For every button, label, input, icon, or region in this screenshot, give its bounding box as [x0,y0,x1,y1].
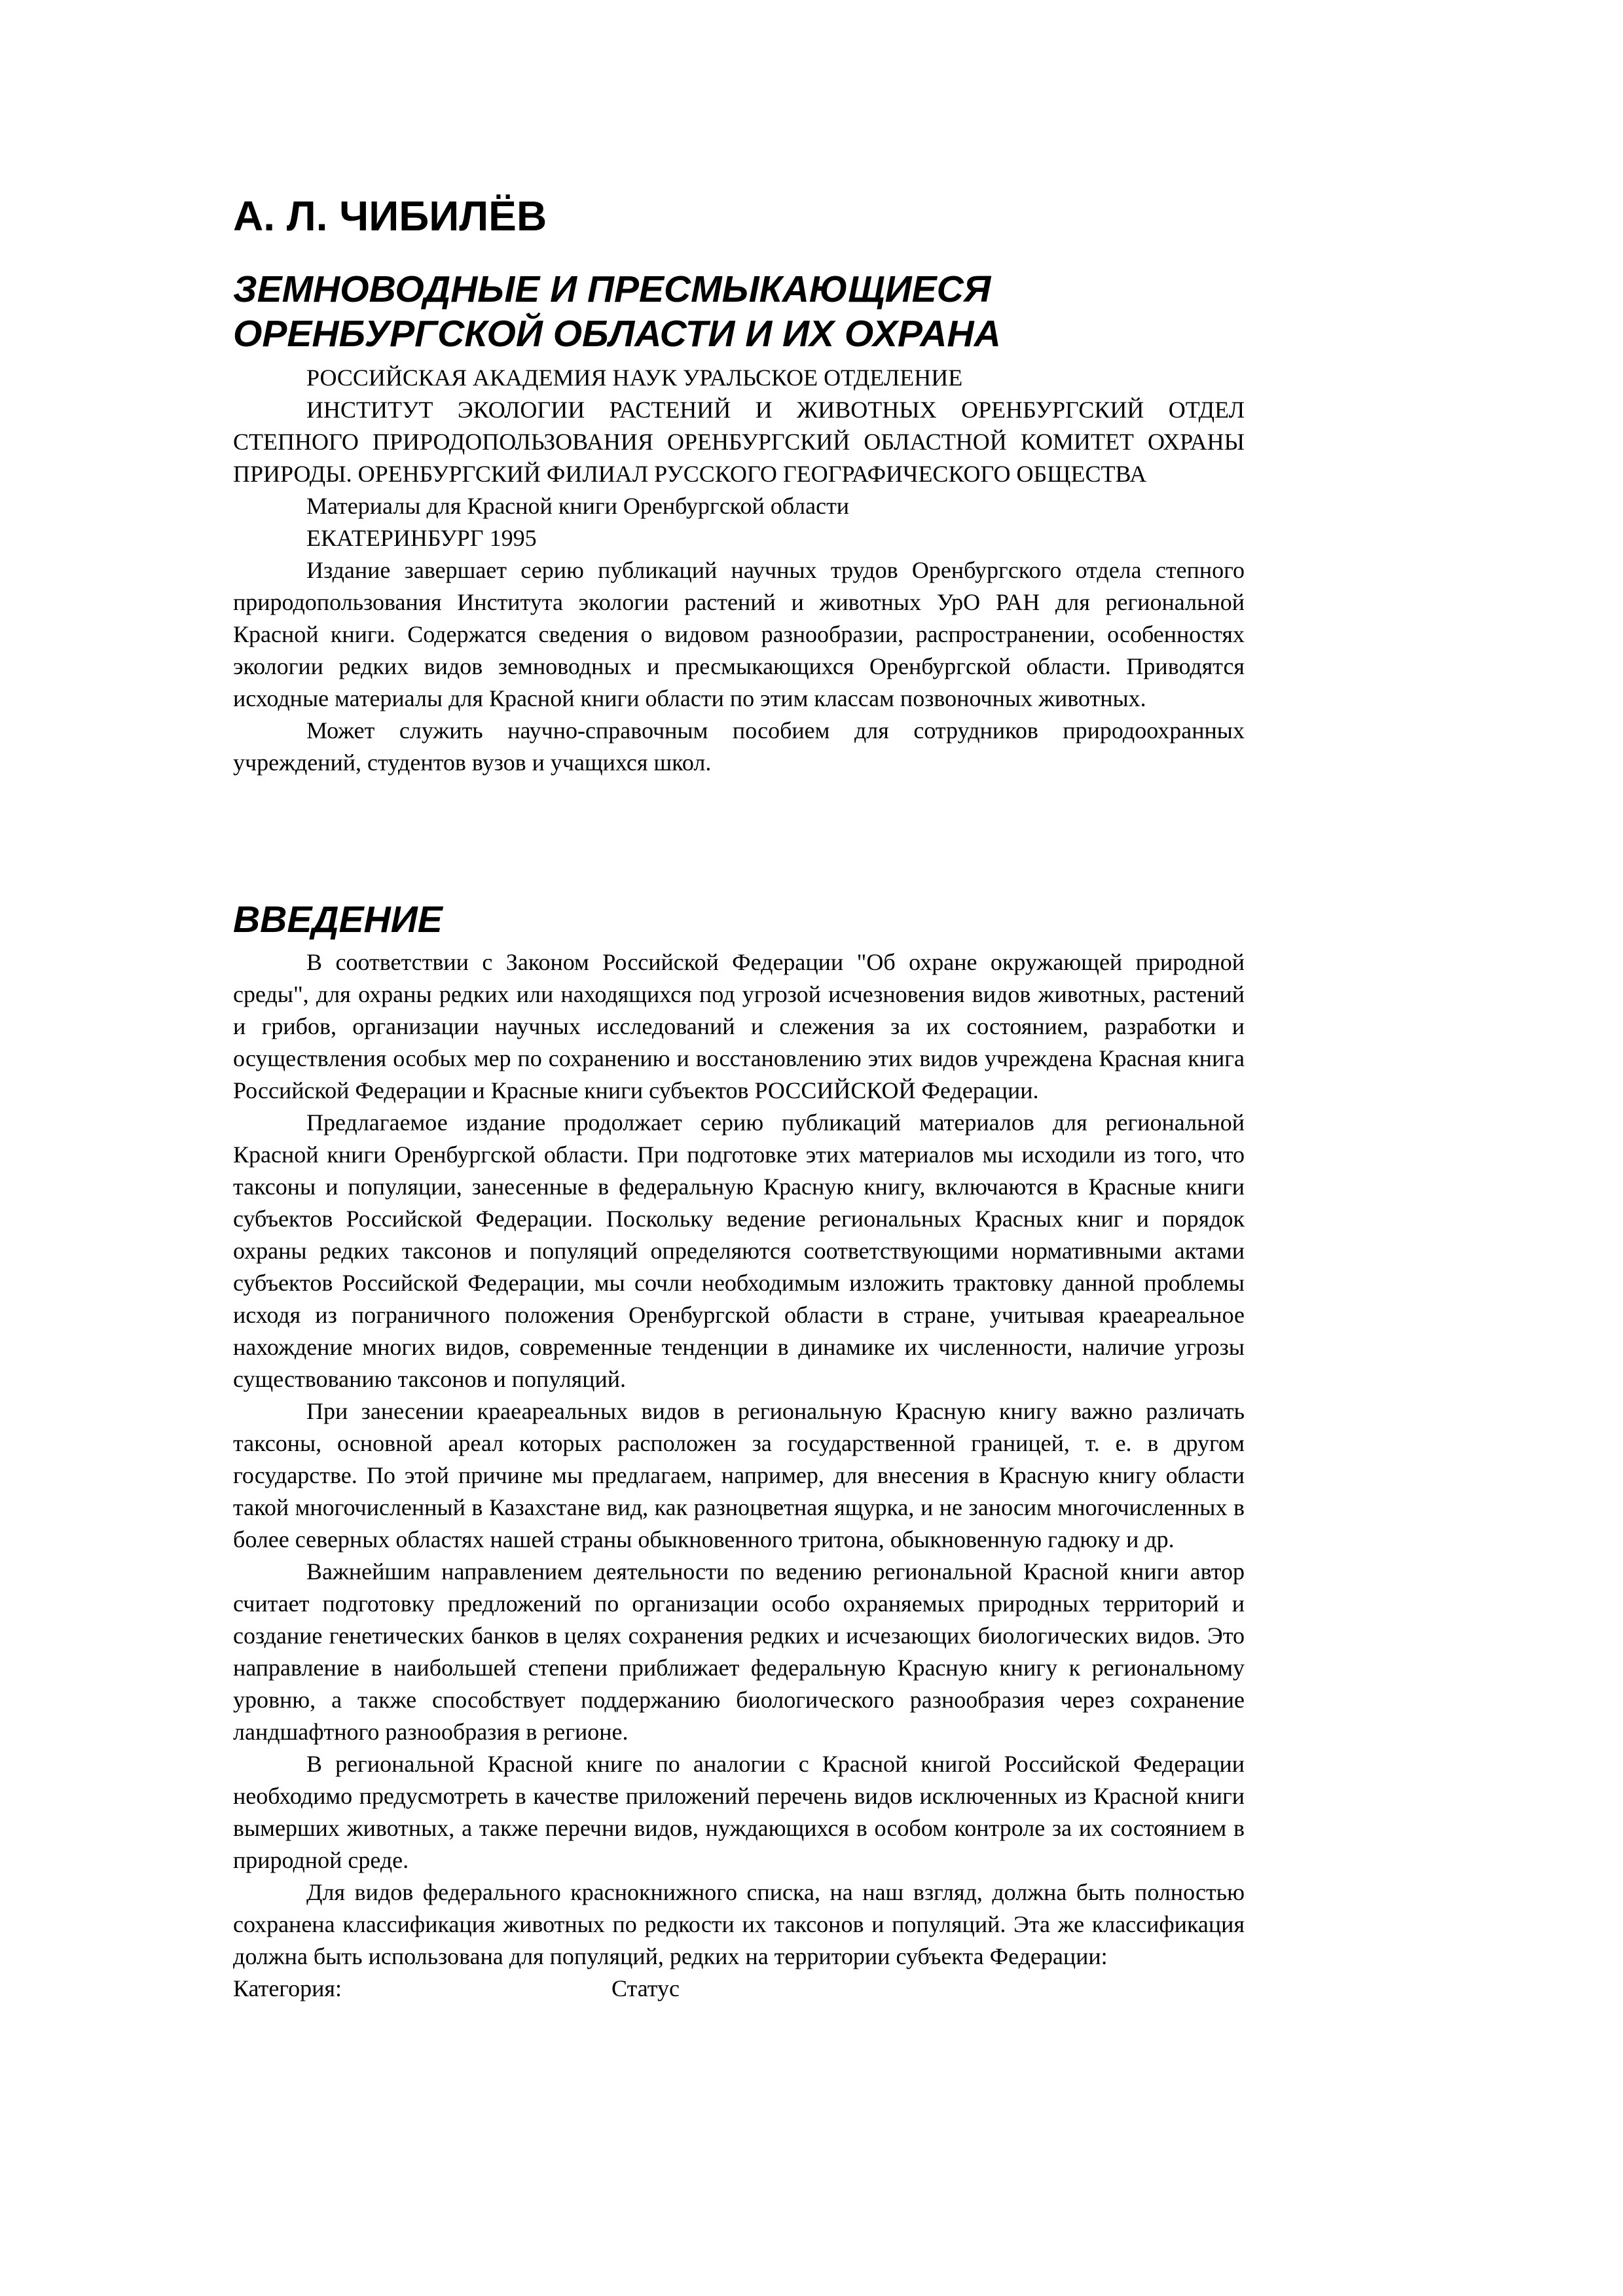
intro-paragraph: В соответствии с Законом Российской Федерации "Об охране окружающей природной среды", для охраны редких или находящихся под угрозой исчезновения видов животных, растений и грибов, организации научных исследований и слежения за их состоянием, разработки и осуществления особых мер по сохранению и восстановлению этих видов учреждена Красная книга Российской Федерации и Красные книги субъектов РОССИЙСКОЙ Федерации. [233,949,1245,1103]
series-line: Материалы для Красной книги Оренбургской области [306,493,850,519]
audience-paragraph: Может служить научно-справочным пособием для сотрудников природоохранных учреждений, студентов вузов и учащихся школ. [233,717,1245,776]
intro-paragraph: Предлагаемое издание продолжает серию публикаций материалов для региональной Красной книги Оренбургской области. При подготовке этих материалов мы исходили из того, что таксоны и популяции, занесенные в федеральную Красную книгу, включаются в Красные книги субъектов Российской Федерации. Поскольку ведение региональных Красных книг и порядок охраны редких таксонов и популяций определяются соответствующими нормативными актами субъектов Российской Федерации, мы сочли необходимым изложить трактовку данной проблемы исходя из пограничного положения Оренбургской области в стране, учитывая краеареальное нахождение многих видов, современные тенденции в динамике их численности, наличие угрозы существованию таксонов и популяций. [233,1109,1245,1392]
institutes-block: ИНСТИТУТ ЭКОЛОГИИ РАСТЕНИЙ И ЖИВОТНЫХ ОРЕНБУРГСКИЙ ОТДЕЛ СТЕПНОГО ПРИРОДОПОЛЬЗОВАНИЯ ОРЕНБУРГСКИЙ ОБЛАСТНОЙ КОМИТЕТ ОХРАНЫ ПРИРОДЫ. ОРЕНБУРГСКИЙ ФИЛИАЛ РУССКОГО ГЕОГРАФИЧЕСКОГО ОБЩЕСТВА [233,397,1245,487]
intro-paragraph: Для видов федерального краснокнижного списка, на наш взгляд, должна быть полностью сохранена классификация животных по редкости их таксонов и популяций. Эта же классификация должна быть использована для популяций, редких на территории субъекта Федерации: [233,1879,1245,1969]
abstract-paragraph: Издание завершает серию публикаций научных трудов Оренбургского отдела степного природопользования Института экологии растений и животных УрО РАН для региональной Красной книги. Содержатся сведения о видовом разнообразии, распространении, особенностях экологии редких видов земноводных и пресмыкающихся Оренбургской области. Приводятся исходные материалы для Красной книги области по этим классам позвоночных животных. [233,557,1245,711]
category-status-header [233,1973,1245,2005]
front-matter [233,362,1245,779]
introduction-heading: ВВЕДЕНИЕ [233,899,443,941]
book-title: ЗЕМНОВОДНЫЕ И ПРЕСМЫКАЮЩИЕСЯ ОРЕНБУРГСКОЙ ОБЛАСТИ И ИХ ОХРАНА [233,268,1001,355]
author-name: А. Л. ЧИБИЛЁВ [233,192,547,240]
intro-paragraph: В региональной Красной книге по аналогии с Красной книгой Российской Федерации необходимо предусмотреть в качестве приложений перечень видов исключенных из Красной книги вымерших животных, а также перечни видов, нуждающихся в особом контроле за их состоянием в природной среде. [233,1751,1245,1873]
status-label: Статус [611,1975,680,2001]
place-year-line: ЕКАТЕРИНБУРГ 1995 [306,525,537,551]
intro-paragraph: Важнейшим направлением деятельности по ведению региональной Красной книги автор считает подготовку предложений по организации особо охраняемых природных территорий и создание генетических банков в целях сохранения редких и исчезающих биологических видов. Это направление в наибольшей степени приближает федеральную Красную книгу к региональному уровню, а также способствует поддержанию биологического разнообразия через сохранение ландшафтного разнообразия в регионе. [233,1558,1245,1745]
introduction-section [233,897,1245,2005]
intro-paragraph: При занесении краеареальных видов в региональную Красную книгу важно различать таксоны, основной ареал которых расположен за государственной границей, т. е. в другом государстве. По этой причине мы предлагаем, например, для внесения в Красную книгу области такой многочисленный в Казахстане вид, как разноцветная ящурка, и не заносим многочисленных в более северных областях нашей страны обыкновенного тритона, обыкновенную гадюку и др. [233,1398,1245,1552]
academy-line: РОССИЙСКАЯ АКАДЕМИЯ НАУК УРАЛЬСКОЕ ОТДЕЛЕНИЕ [306,365,963,391]
category-label: Категория: [233,1975,342,2001]
